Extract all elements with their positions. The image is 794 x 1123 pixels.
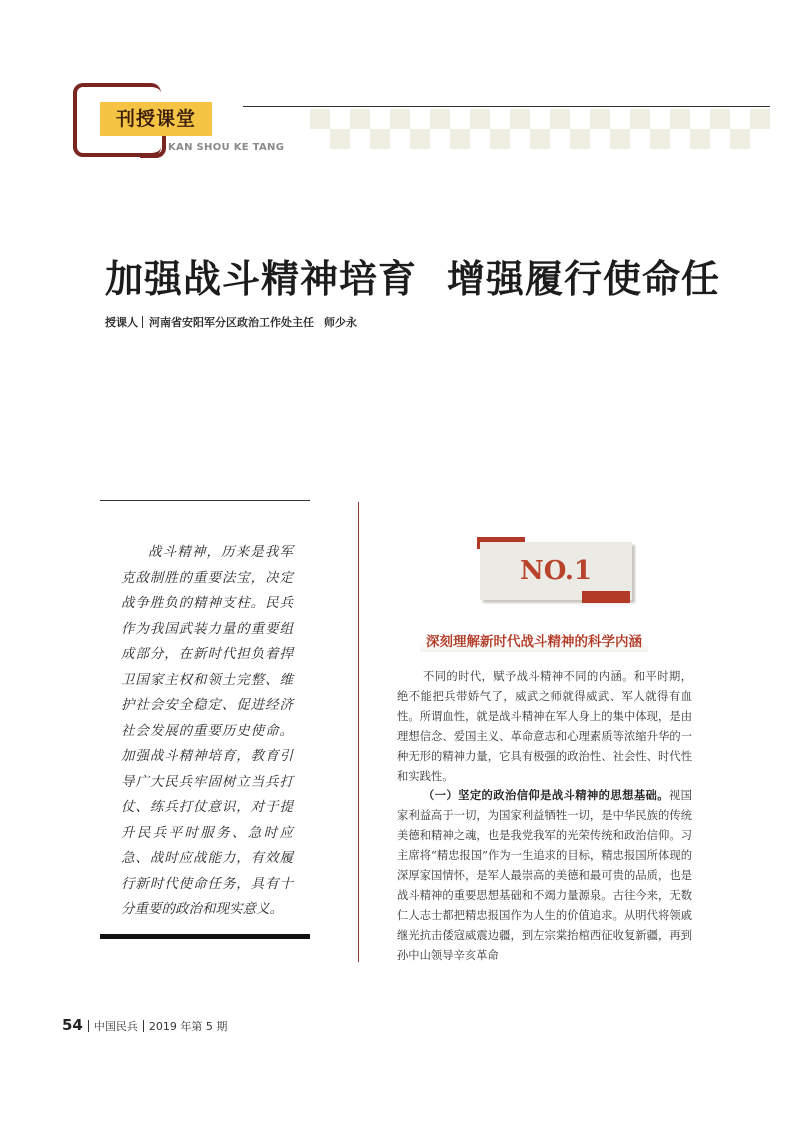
body-paragraph xyxy=(397,786,692,965)
section-number-accent-bottom xyxy=(582,591,630,603)
column-divider xyxy=(358,502,359,962)
checker-pattern xyxy=(310,109,770,149)
section-number: NO.1 xyxy=(480,542,632,600)
column-badge-frame-corner xyxy=(140,136,166,158)
abstract-bottom-rule xyxy=(100,934,310,939)
paragraph-lead: （一）坚定的政治信仰是战斗精神的思想基础。 xyxy=(422,788,669,803)
section-heading: 深刻理解新时代战斗精神的科学内涵 xyxy=(420,628,648,652)
author-label: 授课人 xyxy=(105,316,138,329)
title-part-1: 加强战斗精神培育 xyxy=(105,257,418,301)
author-org: 河南省安阳军分区政治工作处主任 xyxy=(149,316,314,329)
issue-number: 2019 年第 5 期 xyxy=(148,1020,228,1033)
magazine-name: 中国民兵 xyxy=(93,1020,138,1033)
author-line xyxy=(105,314,357,330)
article-title xyxy=(105,248,720,303)
body-text xyxy=(397,667,692,966)
body-paragraph: 不同的时代，赋予战斗精神不同的内涵。和平时期，绝不能把兵带娇气了，威武之师就得威武、军人就得有血性。所谓血性，就是战斗精神在军人身上的集中体现，是由理想信念、爱国主义、革命意志和心理素质等浓缩升华的一种无形的精神力量，它具有极强的政治性、社会性、时代性和实践性。 xyxy=(397,670,692,783)
paragraph-text: 视国家利益高于一切，为国家利益牺牲一切，是中华民族的传统美德和精神之魂，也是我党我军的光荣传统和政治信仰。习主席将“精忠报国”作为一生追求的目标，精忠报国所体现的深厚家国情怀，是军人最崇高的美德和最可贵的品质，也是战斗精神的重要思想基础和不竭力量源泉。古往今来，无数仁人志士都把精忠报国作为人生的价值追求。从明代将领戚继光抗击倭寇威震边疆，到左宗棠抬棺西征收复新疆，再到孙中山领导辛亥革命 xyxy=(397,789,692,962)
author-name: 师少永 xyxy=(324,316,357,329)
page-number: 54 xyxy=(62,1016,83,1034)
header-rule xyxy=(243,106,770,107)
column-name: 刊授课堂 xyxy=(100,102,212,136)
abstract-top-rule xyxy=(100,500,310,501)
page-footer xyxy=(62,1016,227,1034)
column-pinyin: KAN SHOU KE TANG xyxy=(168,142,285,153)
title-part-2: 增强履行使命任 xyxy=(447,257,721,301)
abstract-text: 战斗精神，历来是我军克敌制胜的重要法宝，决定战争胜负的精神支柱。民兵作为我国武装力量的重要组成部分，在新时代担负着捍卫国家主权和领土完整、维护社会安全稳定、促进经济社会发展的重要历史使命。加强战斗精神培育，教育引导广大民兵牢固树立当兵打仗、练兵打仗意识，对于提升民兵平时服务、急时应急、战时应战能力，有效履行新时代使命任务，具有十分重要的政治和现实意义。 xyxy=(121,544,293,917)
